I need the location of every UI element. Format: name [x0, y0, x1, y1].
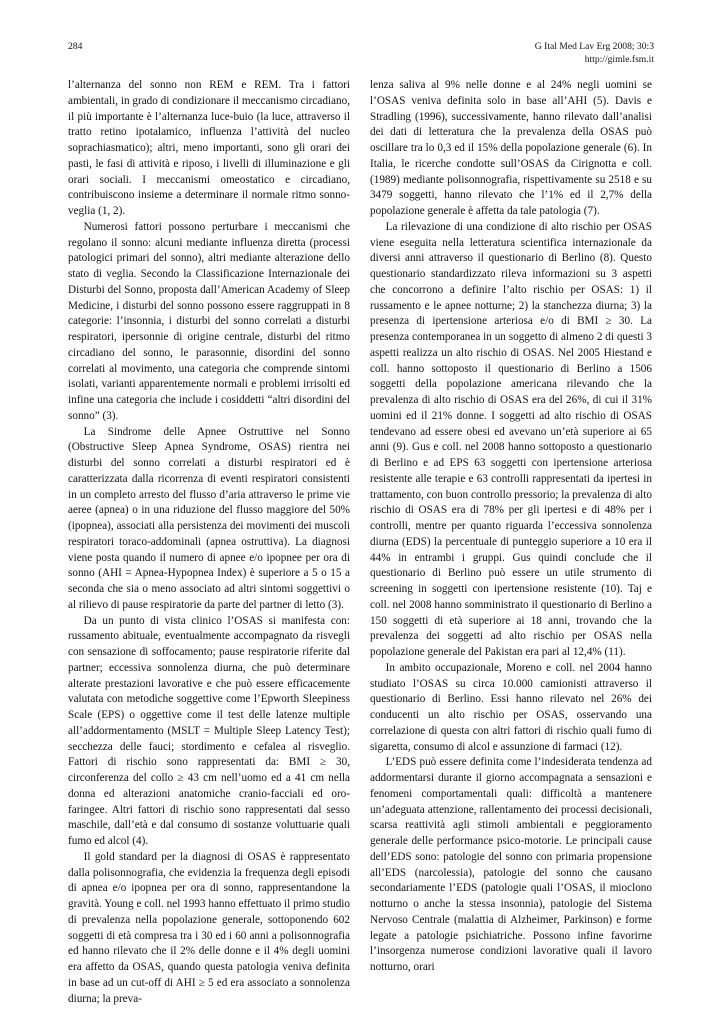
paragraph: La Sindrome delle Apnee Ostruttive nel Sonno (Obstructive Sleep Apnea Syndrome, OSAS) rientra nei disturbi del sonno correlati a disturbi respiratori ed è caratterizzata dalla ricorrenza di eventi respiratori consistenti in un completo arresto del flusso d’aria attraverso le prime vie aeree (apnea) o in una riduzione del flusso maggiore del 50% (ipopnea), associati alla persistenza dei movimenti dei muscoli respiratori toraco-addominali (apnea ostruttiva). La diagnosi viene posta quando il numero di apnee e/o ipopnee per ora di sonno (AHI = Apnea-Hypopnea Index) è superiore a 5 o 15 a seconda che sia o meno associato ad altri sintomi soggettivi o al rilievo di pause respiratorie da parte del partner di letto (3). — [68, 425, 350, 611]
journal-url[interactable]: http://gimle.fsm.it — [584, 54, 654, 65]
paragraph: Numerosi fattori possono perturbare i meccanismi che regolano il sonno: alcuni mediante influenza diretta (processi patologici primari del sonno), altri mediante alterazione dello stato di veglia. Secondo la Classificazione Internazionale dei Disturbi del Sonno, proposta dall’American Academy of Sleep Medicine, i disturbi del sonno possono essere raggruppati in 8 categorie: l’insonnia, i disturbi del sonno correlati a disturbi respiratori, ipersonnie di origine centrale, disturbi del ritmo circadiano del sonno, le parasonnie, disordini del sonno correlati al movimento, una categoria che comprende sintomi isolati, varianti apparentemente normali e problemi irrisolti ed infine una categoria che include i cosiddetti “altri disordini del sonno” (3). — [68, 220, 350, 422]
paragraph: Il gold standard per la diagnosi di OSAS è rappresentato dalla polisonnografia, che evidenzia la frequenza degli episodi di apnea e/o ipopnea per ora di sonno, rappresentandone la gravità. Young e coll. nel 1993 hanno effettuato il primo studio di prevalenza nella popolazione generale, sottoponendo 602 soggetti di età compresa tra i 30 ed i 60 anni a polisonnografia ed hanno rilevato che il 2% delle donne e il 4% degli uomini era affetto da OSAS, quando questa patologia veniva definita in base ad un cut-off di AHI ≥ 5 ed era associato a sonnolenza diurna; la preva- — [68, 850, 350, 1005]
paragraph: L’EDS può essere definita come l’indesiderata tendenza ad addormentarsi durante il giorno accompagnata a sensazioni e fenomeni comportamentali quali: difficoltà a mantenere un’adeguata attenzione, rallentamento dei processi decisionali, scarsa reattività agli stimoli ambientali e peggioramento generale delle performance psico-motorie. Le principali cause dell’EDS sono: patologie del sonno con primaria propensione all’EDS (narcolessia), patologie del sonno che causano secondariamente l’EDS (patologie quali l’OSAS, il mioclono notturno o anche la stessa insonnia), patologie del Sistema Nervoso Centrale (malattia di Alzheimer, Parkinson) e forme legate a patologie psichiatriche. Possono infine favorirne l’insorgenza numerose condizioni lavorative quali il lavoro notturno, orari — [370, 756, 652, 973]
journal-citation: G Ital Med Lav Erg 2008; 30:3 — [534, 41, 654, 52]
right-column — [370, 78, 652, 1006]
page-number: 284 — [68, 41, 83, 52]
paragraph: lenza saliva al 9% nelle donne e al 24% negli uomini se l’OSAS veniva definita solo in base all’AHI (5). Davis e Stradling (1996), successivamente, hanno rilevato dall’analisi dei dati di letteratura che la prevalenza della OSAS può oscillare tra lo 0,3 ed il 15% della popolazione generale (6). In Italia, le ricerche condotte sull’OSAS da Cirignotta e coll. (1989) mediante polisonnografia, rispettivamente su 2518 e su 3479 soggetti, hanno rilevato che l’1% ed il 2,7% della popolazione generale è affetta da tale patologia (7). — [370, 79, 652, 217]
page-header — [62, 40, 654, 70]
journal-info — [535, 40, 654, 66]
paragraph: l’alternanza del sonno non REM e REM. Tra i fattori ambientali, in grado di condizionare il meccanismo circadiano, il più importante è l’alternanza luce-buio (la luce, attraverso il tratto retino ipotalamico, influenza l’attività del nucleo soprachiasmatico); altri, meno importanti, sono gli orari dei pasti, le fasi di attività e riposo, i livelli di illuminazione e gli orari sociali. I meccanismi omeostatico e circadiano, contribuiscono insieme a determinare il normale ritmo sonno-veglia (1, 2). — [68, 79, 350, 217]
paragraph: Da un punto di vista clinico l’OSAS si manifesta con: russamento abituale, eventualmente accompagnato da risvegli con sensazione di soffocamento; pause respiratorie riferite dal partner; eccessiva sonnolenza diurna, che può determinare alterate prestazioni lavorative e che può essere efficacemente valutata con metodiche soggettive come l’Epworth Sleepiness Scale (EPS) o oggettive come il test delle latenze multiple all’addormentamento (MSLT = Multiple Sleep Latency Test); secchezza delle fauci; stordimento e cefalea al risveglio. Fattori di rischio sono rappresentati da: BMI ≥ 30, circonferenza del collo ≥ 43 cm nell’uomo ed a 41 cm nella donna ed alterazioni anatomiche cranio-facciali ed oro-faringee. Altri fattori di rischio sono rappresentati dal sesso maschile, dall’età e dal consumo di sostanze voluttuarie quali fumo ed alcol (4). — [68, 614, 350, 847]
paragraph: La rilevazione di una condizione di alto rischio per OSAS viene eseguita nella letteratura scientifica internazionale da diversi anni attraverso il questionario di Berlino (8). Questo questionario standardizzato rileva informazioni su 3 aspetti che concorrono a definire l’alto rischio per OSAS: 1) il russamento e le apnee notturne; 2) la stanchezza diurna; 3) la presenza di ipertensione arteriosa e/o di BMI ≥ 30. La presenza contemporanea in un soggetto di almeno 2 di questi 3 aspetti realizza un alto rischio di OSAS. Nel 2005 Hiestand e coll. hanno sottoposto il questionario di Berlino a 1506 soggetti della popolazione americana rilevando che la prevalenza di alto rischio di OSAS era del 26%, di cui il 31% uomini ed il 21% donne. I soggetti ad alto rischio di OSAS tendevano ad essere obesi ed avevano un’età superiore ai 65 anni (9). Gus e coll. nel 2008 hanno sottoposto a questionario di Berlino e ad EPS 63 soggetti con ipertensione arteriosa resistente alle terapie e 63 controlli rappresentati da ipertesi in trattamento, con buon controllo pressorio; la prevalenza di alto rischio di OSAS era di 78% per gli ipertesi e di 48% per i controlli, mentre per quanto riguarda l’eccessiva sonnolenza diurna (EDS) la percentuale di punteggio superiore a 10 era il 44% in entrambi i gruppi. Gus quindi conclude che il questionario di Berlino può essere un utile strumento di screening in soggetti con ipertensione resistente (10). Taj e coll. nel 2008 hanno somministrato il questionario di Berlino a 150 soggetti di età superiore ai 18 anni, trovando che la prevalenza dei soggetti ad alto rischio per OSAS nella popolazione generale del Pakistan era pari al 12,4% (11). — [370, 220, 652, 658]
left-column — [68, 78, 350, 1006]
paragraph: In ambito occupazionale, Moreno e coll. nel 2004 hanno studiato l’OSAS su circa 10.000 camionisti attraverso il questionario di Berlino. Essi hanno rilevato nel 26% dei conducenti un alto rischio per OSAS, osservando una correlazione di questa con altri fattori di rischio quali fumo di sigaretta, consumo di alcol e assunzione di farmaci (12). — [370, 661, 652, 753]
